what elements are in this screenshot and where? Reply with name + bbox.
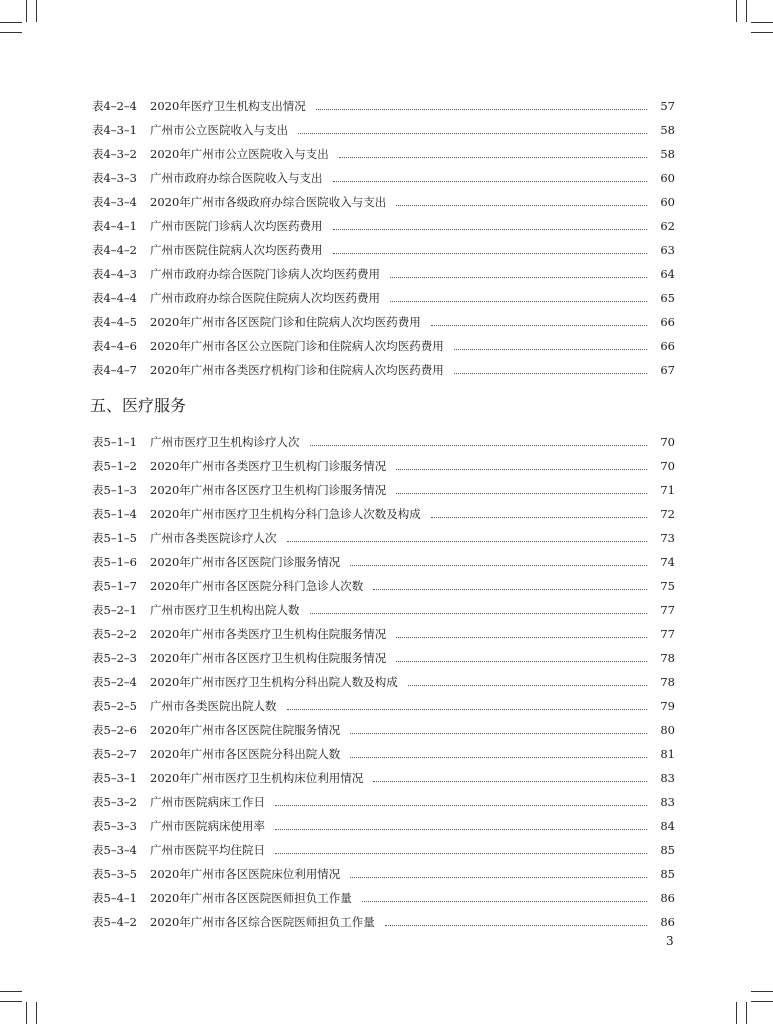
toc-entry-code: 表5–2–4 — [92, 675, 137, 689]
toc-entry-page: 77 — [660, 603, 675, 617]
dot-leader — [431, 516, 647, 518]
toc-entry[interactable] — [92, 670, 675, 694]
toc-entry[interactable] — [92, 334, 675, 358]
toc-entry-title: 2020年广州市医疗卫生机构分科门急诊人次数及构成 — [150, 507, 421, 521]
dot-leader — [396, 660, 647, 662]
toc-entry-title: 广州市医疗卫生机构出院人数 — [150, 603, 300, 617]
toc-entry-title: 广州市政府办综合医院住院病人次均医药费用 — [150, 291, 380, 305]
toc-group-4 — [92, 94, 675, 382]
toc-entry-title: 2020年广州市各区医院分科出院人数 — [150, 747, 341, 761]
toc-entry[interactable] — [92, 262, 675, 286]
dot-leader — [339, 156, 647, 158]
crop-mark — [0, 22, 22, 23]
dot-leader — [390, 276, 647, 278]
toc-entry-code: 表4–4–4 — [92, 291, 137, 305]
toc-entry[interactable] — [92, 646, 675, 670]
toc-entry-code: 表4–4–1 — [92, 219, 137, 233]
dot-leader — [373, 780, 647, 782]
toc-entry-page: 66 — [660, 315, 675, 329]
toc-entry-page: 60 — [660, 195, 675, 209]
toc-entry[interactable] — [92, 550, 675, 574]
toc-entry-page: 57 — [660, 99, 675, 113]
toc-entry[interactable] — [92, 166, 675, 190]
toc-entry[interactable] — [92, 862, 675, 886]
crop-mark — [26, 1002, 27, 1024]
toc-entry[interactable] — [92, 502, 675, 526]
toc-entry[interactable] — [92, 718, 675, 742]
toc-entry[interactable] — [92, 526, 675, 550]
toc-entry-page: 73 — [660, 531, 675, 545]
toc-entry-page: 67 — [660, 363, 675, 377]
toc-entry-title: 2020年广州市各区医院门诊服务情况 — [150, 555, 341, 569]
toc-entry-code: 表4–4–7 — [92, 363, 137, 377]
toc-entry-code: 表5–1–1 — [92, 435, 137, 449]
toc-entry[interactable] — [92, 190, 675, 214]
dot-leader — [396, 204, 647, 206]
toc-entry-page: 79 — [660, 699, 675, 713]
dot-leader — [316, 108, 647, 110]
toc-entry-title: 广州市医疗卫生机构诊疗人次 — [150, 435, 300, 449]
toc-entry-code: 表5–2–1 — [92, 603, 137, 617]
toc-entry-title: 2020年广州市各类医疗卫生机构住院服务情况 — [150, 627, 387, 641]
toc-entry-code: 表4–4–2 — [92, 243, 137, 257]
dot-leader — [350, 876, 647, 878]
toc-entry-code: 表5–3–3 — [92, 819, 137, 833]
crop-mark — [736, 0, 737, 22]
dot-leader — [408, 684, 647, 686]
toc-entry-code: 表4–4–3 — [92, 267, 137, 281]
toc-entry[interactable] — [92, 430, 675, 454]
toc-entry-page: 78 — [660, 675, 675, 689]
dot-leader — [396, 492, 647, 494]
dot-leader — [362, 900, 647, 902]
toc-entry-code: 表5–4–1 — [92, 891, 137, 905]
dot-leader — [350, 564, 647, 566]
toc-entry-title: 2020年广州市各区医疗卫生机构门诊服务情况 — [150, 483, 387, 497]
dot-leader — [454, 372, 647, 374]
toc-entry-title: 2020年广州市各区医院住院服务情况 — [150, 723, 341, 737]
toc-entry[interactable] — [92, 454, 675, 478]
dot-leader — [333, 252, 648, 254]
toc-entry-page: 63 — [660, 243, 675, 257]
toc-entry-title: 广州市政府办综合医院门诊病人次均医药费用 — [150, 267, 380, 281]
dot-leader — [298, 132, 647, 134]
toc-entry-title: 2020年广州市各类医疗机构门诊和住院病人次均医药费用 — [150, 363, 444, 377]
toc-entry-code: 表4–3–1 — [92, 123, 137, 137]
toc-entry-title: 2020年广州市各区综合医院医师担负工作量 — [150, 915, 375, 929]
dot-leader — [333, 180, 648, 182]
toc-entry-page: 74 — [660, 555, 675, 569]
crop-mark — [751, 1001, 773, 1002]
dot-leader — [373, 588, 647, 590]
toc-entry[interactable] — [92, 358, 675, 382]
toc-entry-title: 2020年广州市各区医院门诊和住院病人次均医药费用 — [150, 315, 421, 329]
toc-entry-title: 广州市各类医院诊疗人次 — [150, 531, 277, 545]
toc-entry-page: 58 — [660, 147, 675, 161]
toc-entry-title: 广州市医院住院病人次均医药费用 — [150, 243, 323, 257]
table-of-contents — [92, 94, 675, 934]
toc-entry-page: 85 — [660, 867, 675, 881]
toc-entry[interactable] — [92, 238, 675, 262]
section-heading: 五、医疗服务 — [90, 396, 187, 415]
toc-entry-code: 表5–2–5 — [92, 699, 137, 713]
toc-entry-page: 78 — [660, 651, 675, 665]
toc-entry-code: 表5–3–5 — [92, 867, 137, 881]
crop-mark — [0, 32, 22, 33]
toc-entry-page: 83 — [660, 795, 675, 809]
toc-entry[interactable] — [92, 622, 675, 646]
crop-mark — [751, 32, 773, 33]
toc-entry-page: 86 — [660, 915, 675, 929]
dot-leader — [333, 228, 648, 230]
toc-entry-code: 表5–3–2 — [92, 795, 137, 809]
toc-entry-code: 表5–3–1 — [92, 771, 137, 785]
toc-entry[interactable] — [92, 790, 675, 814]
dot-leader — [454, 348, 647, 350]
toc-entry-title: 广州市政府办综合医院收入与支出 — [150, 171, 323, 185]
dot-leader — [275, 804, 647, 806]
toc-entry-page: 80 — [660, 723, 675, 737]
crop-mark — [736, 1002, 737, 1024]
toc-entry[interactable] — [92, 598, 675, 622]
toc-entry-page: 64 — [660, 267, 675, 281]
toc-entry-page: 85 — [660, 843, 675, 857]
toc-entry[interactable] — [92, 142, 675, 166]
toc-entry-page: 70 — [660, 459, 675, 473]
toc-entry-title: 2020年广州市医疗卫生机构分科出院人数及构成 — [150, 675, 398, 689]
toc-entry-title: 2020年广州市各区医疗卫生机构住院服务情况 — [150, 651, 387, 665]
crop-mark — [0, 1001, 22, 1002]
dot-leader — [390, 300, 647, 302]
toc-entry-code: 表4–3–2 — [92, 147, 137, 161]
toc-entry-code: 表5–1–5 — [92, 531, 137, 545]
toc-entry-page: 81 — [660, 747, 675, 761]
toc-entry-code: 表5–1–6 — [92, 555, 137, 569]
toc-entry-code: 表5–2–2 — [92, 627, 137, 641]
toc-entry-code: 表4–4–6 — [92, 339, 137, 353]
toc-entry[interactable] — [92, 742, 675, 766]
toc-entry[interactable] — [92, 838, 675, 862]
toc-entry-page: 75 — [660, 579, 675, 593]
toc-entry[interactable] — [92, 478, 675, 502]
toc-entry-code: 表5–2–7 — [92, 747, 137, 761]
toc-entry-page: 65 — [660, 291, 675, 305]
toc-entry-title: 2020年广州市各区医院床位利用情况 — [150, 867, 341, 881]
page-number: 3 — [666, 934, 674, 948]
toc-entry-page: 72 — [660, 507, 675, 521]
toc-entry-code: 表5–4–2 — [92, 915, 137, 929]
dot-leader — [287, 540, 648, 542]
toc-entry-title: 2020年广州市各区公立医院门诊和住院病人次均医药费用 — [150, 339, 444, 353]
crop-mark — [0, 991, 22, 992]
toc-entry-title: 广州市医院病床工作日 — [150, 795, 265, 809]
toc-entry[interactable] — [92, 910, 675, 934]
crop-mark — [751, 991, 773, 992]
crop-mark — [746, 0, 747, 22]
toc-entry[interactable] — [92, 118, 675, 142]
toc-entry-page: 83 — [660, 771, 675, 785]
crop-mark — [36, 1002, 37, 1024]
toc-entry-code: 表4–3–4 — [92, 195, 137, 209]
dot-leader — [385, 924, 647, 926]
toc-entry-code: 表5–1–4 — [92, 507, 137, 521]
toc-entry-code: 表5–2–3 — [92, 651, 137, 665]
dot-leader — [396, 468, 647, 470]
dot-leader — [310, 444, 648, 446]
crop-mark — [746, 1002, 747, 1024]
toc-entry-title: 广州市公立医院收入与支出 — [150, 123, 288, 137]
toc-entry-code: 表4–4–5 — [92, 315, 137, 329]
toc-entry-page: 60 — [660, 171, 675, 185]
toc-entry-page: 86 — [660, 891, 675, 905]
toc-entry-code: 表5–1–7 — [92, 579, 137, 593]
toc-entry[interactable] — [92, 94, 675, 118]
toc-entry-code: 表5–1–2 — [92, 459, 137, 473]
toc-entry-title: 广州市医院平均住院日 — [150, 843, 265, 857]
toc-entry-title: 2020年医疗卫生机构支出情况 — [150, 99, 306, 113]
dot-leader — [310, 612, 648, 614]
toc-entry-title: 广州市医院病床使用率 — [150, 819, 265, 833]
crop-mark — [36, 0, 37, 22]
toc-entry-page: 77 — [660, 627, 675, 641]
dot-leader — [275, 828, 647, 830]
crop-mark — [26, 0, 27, 22]
toc-entry-page: 71 — [660, 483, 675, 497]
toc-entry[interactable] — [92, 286, 675, 310]
toc-entry[interactable] — [92, 814, 675, 838]
toc-entry[interactable] — [92, 214, 675, 238]
toc-entry-page: 66 — [660, 339, 675, 353]
toc-entry-title: 2020年广州市各级政府办综合医院收入与支出 — [150, 195, 387, 209]
toc-entry[interactable] — [92, 766, 675, 790]
toc-group-5 — [92, 430, 675, 934]
toc-entry-title: 广州市医院门诊病人次均医药费用 — [150, 219, 323, 233]
toc-entry-title: 2020年广州市医疗卫生机构床位利用情况 — [150, 771, 364, 785]
toc-entry-code: 表5–2–6 — [92, 723, 137, 737]
toc-entry-code: 表5–3–4 — [92, 843, 137, 857]
toc-entry-title: 2020年广州市各区医院医师担负工作量 — [150, 891, 352, 905]
toc-entry-page: 62 — [660, 219, 675, 233]
toc-entry[interactable] — [92, 886, 675, 910]
crop-mark — [751, 22, 773, 23]
toc-entry-title: 广州市各类医院出院人数 — [150, 699, 277, 713]
toc-entry-page: 84 — [660, 819, 675, 833]
toc-entry-page: 70 — [660, 435, 675, 449]
dot-leader — [431, 324, 647, 326]
dot-leader — [275, 852, 647, 854]
dot-leader — [396, 636, 647, 638]
toc-entry-code: 表4–2–4 — [92, 99, 137, 113]
toc-entry-code: 表5–1–3 — [92, 483, 137, 497]
dot-leader — [287, 708, 648, 710]
dot-leader — [350, 756, 647, 758]
toc-entry-title: 2020年广州市各类医疗卫生机构门诊服务情况 — [150, 459, 387, 473]
toc-entry-title: 2020年广州市公立医院收入与支出 — [150, 147, 329, 161]
toc-entry[interactable] — [92, 694, 675, 718]
toc-entry-code: 表4–3–3 — [92, 171, 137, 185]
toc-entry-page: 58 — [660, 123, 675, 137]
toc-entry[interactable] — [92, 574, 675, 598]
dot-leader — [350, 732, 647, 734]
toc-entry[interactable] — [92, 310, 675, 334]
toc-entry-title: 2020年广州市各区医院分科门急诊人次数 — [150, 579, 364, 593]
